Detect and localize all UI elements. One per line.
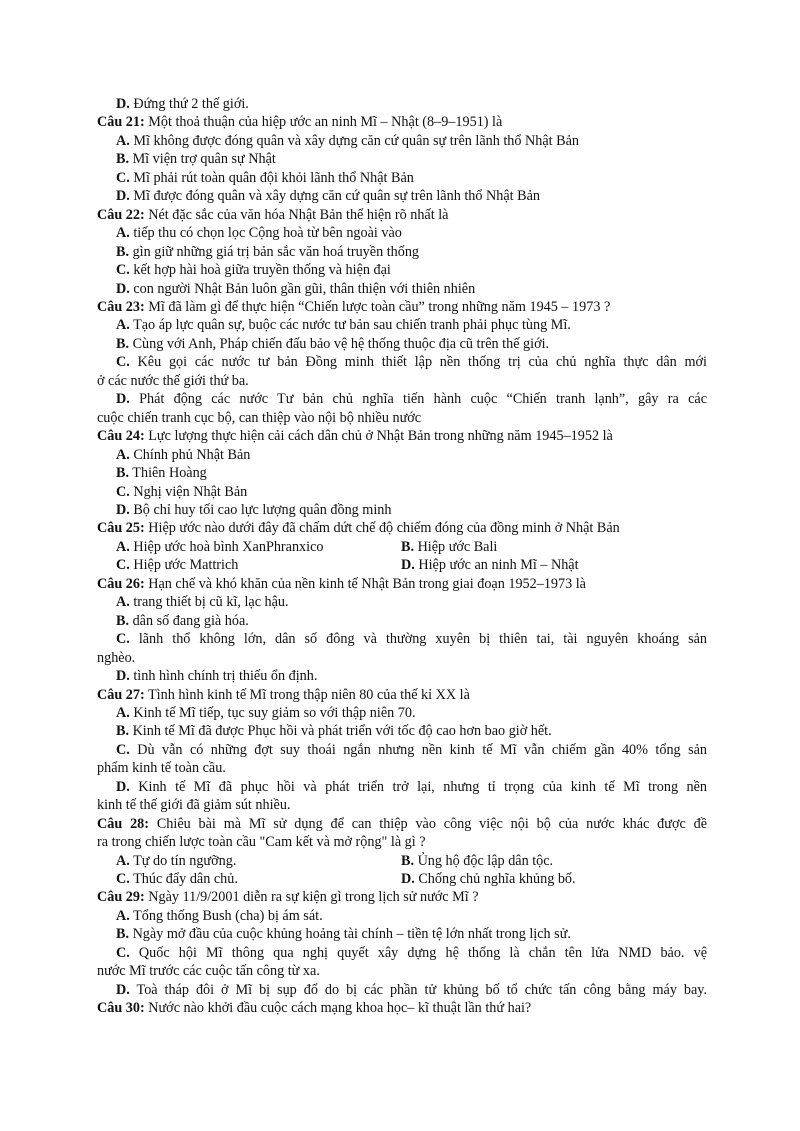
option-text: Tạo áp lực quân sự, buộc các nước tư bản sau chiến tranh phải phục tùng Mĩ. (129, 317, 571, 334)
continuation-line (97, 796, 707, 814)
option-text: Đứng thứ 2 thế giới. (129, 96, 249, 112)
option-letter: D. (116, 280, 130, 297)
question-line (97, 298, 707, 316)
option-line (97, 243, 707, 261)
option-text: Tự do tín ngưỡng. (129, 852, 237, 869)
option-letter: B. (116, 926, 130, 943)
option-text: trang thiết bị cũ kĩ, lạc hậu. (129, 594, 289, 611)
question-line (97, 113, 707, 131)
option-line (97, 464, 707, 482)
option-line (97, 501, 707, 519)
option-text: Kinh tế Mĩ đã phục hồi và phát triển trở lại, nhưng tỉ trọng của kinh tế Mĩ trong nền (129, 778, 707, 795)
option-line (97, 630, 707, 648)
option-cell (97, 852, 401, 870)
option-text: Chính phủ Nhật Bản (129, 446, 251, 463)
option-line (97, 944, 707, 962)
option-line (97, 169, 707, 187)
option-letter: D. (116, 188, 130, 205)
option-letter: C. (116, 741, 130, 758)
option-text: kết hợp hài hoà giữa truyền thống và hiện đại (129, 262, 391, 279)
option-letter: A. (116, 852, 130, 869)
document-page (97, 95, 707, 1018)
option-letter: D. (116, 778, 130, 795)
option-letter: A. (116, 132, 130, 149)
option-letter: C. (116, 631, 130, 648)
option-cell (401, 538, 497, 556)
continuation-line (97, 409, 707, 427)
option-letter: D. (401, 871, 415, 888)
option-letter: A. (116, 704, 130, 721)
option-cell (401, 852, 553, 870)
question-number: Câu 28: (97, 815, 149, 832)
continuation-line (97, 759, 707, 777)
option-line (97, 446, 707, 464)
question-text: Tình hình kinh tế Mĩ trong thập niên 80 của thế kỉ XX là (144, 686, 470, 703)
option-cell (97, 870, 401, 888)
option-row (97, 538, 707, 556)
option-letter: A. (116, 225, 130, 242)
option-text: Tổng thống Bush (cha) bị ám sát. (129, 907, 323, 924)
option-letter: D. (116, 668, 130, 685)
option-line (97, 261, 707, 279)
option-line (97, 778, 707, 796)
continuation-text: kinh tế thế giới đã giảm sút nhiều. (97, 797, 291, 814)
option-letter: C. (116, 944, 130, 961)
option-line (97, 925, 707, 943)
question-line (97, 815, 707, 833)
option-letter: D. (116, 96, 130, 112)
question-text: Chiêu bài mà Mĩ sử dụng để can thiệp vào công việc nội bộ của nước khác được đề (148, 815, 707, 832)
option-line (97, 704, 707, 722)
question-number: Câu 27: (97, 686, 145, 703)
continuation-text: nước Mĩ trước các cuộc tấn công từ xa. (97, 963, 320, 980)
option-letter: B. (116, 723, 130, 740)
option-row (97, 870, 707, 888)
question-text: Hiệp ước nào dưới đây đã chấm dứt chế độ chiếm đóng của đồng minh ở Nhật Bản (144, 520, 620, 537)
question-number: Câu 30: (97, 1000, 145, 1017)
option-text: Thúc đẩy dân chủ. (129, 871, 238, 888)
question-text: Nước nào khởi đầu cuộc cách mạng khoa học– kĩ thuật lần thứ hai? (144, 1000, 532, 1017)
question-number: Câu 26: (97, 575, 145, 592)
option-letter: B. (116, 612, 130, 629)
option-text: Mĩ phải rút toàn quân đội khỏi lãnh thổ Nhật Bản (129, 169, 414, 186)
option-line (97, 316, 707, 334)
option-line (97, 722, 707, 740)
option-line (97, 593, 707, 611)
option-line (97, 95, 707, 113)
option-line (97, 667, 707, 685)
option-line (97, 132, 707, 150)
option-text: lãnh thổ không lớn, dân số đông và thường xuyên bị thiên tai, tài nguyên khoáng sản (129, 631, 707, 648)
option-text: Phát động các nước Tư bản chủ nghĩa tiến hành cuộc “Chiến tranh lạnh”, gây ra các (129, 391, 707, 408)
question-text: Mĩ đã làm gì để thực hiện “Chiến lược toàn cầu” trong những năm 1945 – 1973 ? (144, 298, 611, 315)
continuation-text: cuộc chiến tranh cục bộ, can thiệp vào nội bộ nhiều nước (97, 409, 422, 426)
question-number: Câu 21: (97, 114, 145, 131)
option-letter: D. (116, 501, 130, 518)
option-text: gìn giữ những giá trị bản sắc văn hoá truyền thống (129, 243, 420, 260)
option-text: tiếp thu có chọn lọc Cộng hoà từ bên ngoài vào (129, 225, 402, 242)
option-text: Kêu gọi các nước tư bản Đồng minh thiết lập nền thống trị của chủ nghĩa thực dân mới (129, 354, 707, 371)
option-text: Toà tháp đôi ở Mĩ bị sụp đổ do bị các phần tử khủng bố tổ chức tấn công bằng máy bay. (129, 981, 707, 998)
option-letter: B. (116, 465, 130, 482)
question-text: Hạn chế và khó khăn của nền kinh tế Nhật Bản trong giai đoạn 1952–1973 là (144, 575, 586, 592)
option-text: Ngày mở đầu của cuộc khủng hoảng tài chính – tiền tệ lớn nhất trong lịch sử. (129, 926, 571, 943)
option-text: Hiệp ước hoà bình XanPhranxico (129, 538, 324, 555)
option-row (97, 852, 707, 870)
question-line (97, 206, 707, 224)
option-line (97, 612, 707, 630)
option-cell (401, 556, 579, 574)
option-cell (97, 556, 401, 574)
option-text: Quốc hội Mĩ thông qua nghị quyết xây dựng hệ thống là chắn tên lửa NMD bảo. vệ (129, 944, 707, 961)
option-letter: C. (116, 483, 130, 500)
option-letter: B. (116, 335, 130, 352)
option-letter: C. (116, 871, 130, 888)
option-cell (97, 538, 401, 556)
question-text: Ngày 11/9/2001 diễn ra sự kiện gì trong lịch sử nước Mĩ ? (144, 889, 479, 906)
option-text: Mĩ không được đóng quân và xây dựng căn cứ quân sự trên lãnh thổ Nhật Bản (129, 132, 580, 149)
option-text: con người Nhật Bản luôn gần gũi, thân thiện với thiên nhiên (129, 280, 476, 297)
question-number: Câu 22: (97, 206, 145, 223)
question-text: Một thoả thuận của hiệp ước an ninh Mĩ – Nhật (8–9–1951) là (144, 114, 503, 131)
option-line (97, 981, 707, 999)
option-text: Kinh tế Mĩ tiếp, tục suy giảm so với thập niên 70. (129, 704, 416, 721)
option-line (97, 150, 707, 168)
question-number: Câu 23: (97, 298, 145, 315)
option-letter: D. (116, 981, 130, 998)
question-text: Nét đặc sắc của văn hóa Nhật Bản thể hiện rõ nhất là (144, 206, 449, 223)
continuation-text: ra trong chiến lược toàn cầu "Cam kết và mở rộng" là gì ? (97, 834, 426, 851)
option-text: Thiên Hoàng (129, 465, 207, 482)
question-line (97, 519, 707, 537)
question-line (97, 888, 707, 906)
option-letter: C. (116, 354, 130, 371)
question-line (97, 686, 707, 704)
question-number: Câu 29: (97, 889, 145, 906)
continuation-line (97, 372, 707, 390)
option-text: Bộ chỉ huy tối cao lực lượng quân đồng minh (129, 501, 392, 518)
option-text: Dù vẫn có những đợt suy thoái ngắn nhưng nền kinh tế Mĩ vẫn chiếm gần 40% tổng sản (129, 741, 707, 758)
option-line (97, 224, 707, 242)
option-letter: A. (116, 538, 130, 555)
option-letter: A. (116, 446, 130, 463)
option-text: Chống chủ nghĩa khủng bố. (414, 871, 576, 888)
question-number: Câu 25: (97, 520, 145, 537)
option-text: dân số đang già hóa. (129, 612, 249, 629)
option-line (97, 390, 707, 408)
option-cell (401, 870, 576, 888)
question-text: Lực lượng thực hiện cải cách dân chủ ở Nhật Bản trong những năm 1945–1952 là (144, 428, 613, 445)
option-line (97, 280, 707, 298)
question-line (97, 999, 707, 1017)
question-number: Câu 24: (97, 428, 145, 445)
option-letter: A. (116, 594, 130, 611)
option-letter: D. (116, 391, 130, 408)
option-text: Hiệp ước an ninh Mĩ – Nhật (414, 557, 579, 574)
continuation-text: ở các nước thế giới thứ ba. (97, 372, 249, 389)
option-letter: C. (116, 557, 130, 574)
option-letter: A. (116, 317, 130, 334)
continuation-text: phẩm kinh tế toàn cầu. (97, 760, 226, 777)
option-text: Cùng với Anh, Pháp chiến đấu bảo vệ hệ thống thuộc địa cũ trên thế giới. (129, 335, 550, 352)
option-row (97, 556, 707, 574)
option-text: Kinh tế Mĩ đã được Phục hồi và phát triển với tốc độ cao hơn bao giờ hết. (129, 723, 552, 740)
option-text: Hiệp ước Mattrich (129, 557, 239, 574)
continuation-line (97, 833, 707, 851)
continuation-line (97, 649, 707, 667)
option-text: Hiệp ước Bali (414, 538, 498, 555)
option-text: Ủng hộ độc lập dân tộc. (414, 852, 554, 869)
continuation-text: nghèo. (97, 649, 136, 666)
question-line (97, 427, 707, 445)
option-letter: D. (401, 557, 415, 574)
option-text: Mĩ được đóng quân và xây dựng căn cứ quân sự trên lãnh thổ Nhật Bản (129, 188, 540, 205)
option-letter: C. (116, 169, 130, 186)
question-line (97, 575, 707, 593)
option-line (97, 907, 707, 925)
option-text: tình hình chính trị thiếu ổn định. (129, 668, 318, 685)
option-line (97, 741, 707, 759)
option-line (97, 483, 707, 501)
option-letter: C. (116, 262, 130, 279)
option-letter: B. (116, 151, 130, 168)
option-letter: B. (116, 243, 130, 260)
option-text: Nghị viện Nhật Bản (129, 483, 248, 500)
option-line (97, 335, 707, 353)
option-text: Mĩ viện trợ quân sự Nhật (129, 151, 276, 168)
option-letter: A. (116, 907, 130, 924)
option-letter: B. (401, 852, 415, 869)
option-letter: B. (401, 538, 415, 555)
continuation-line (97, 962, 707, 980)
option-line (97, 353, 707, 371)
option-line (97, 187, 707, 205)
